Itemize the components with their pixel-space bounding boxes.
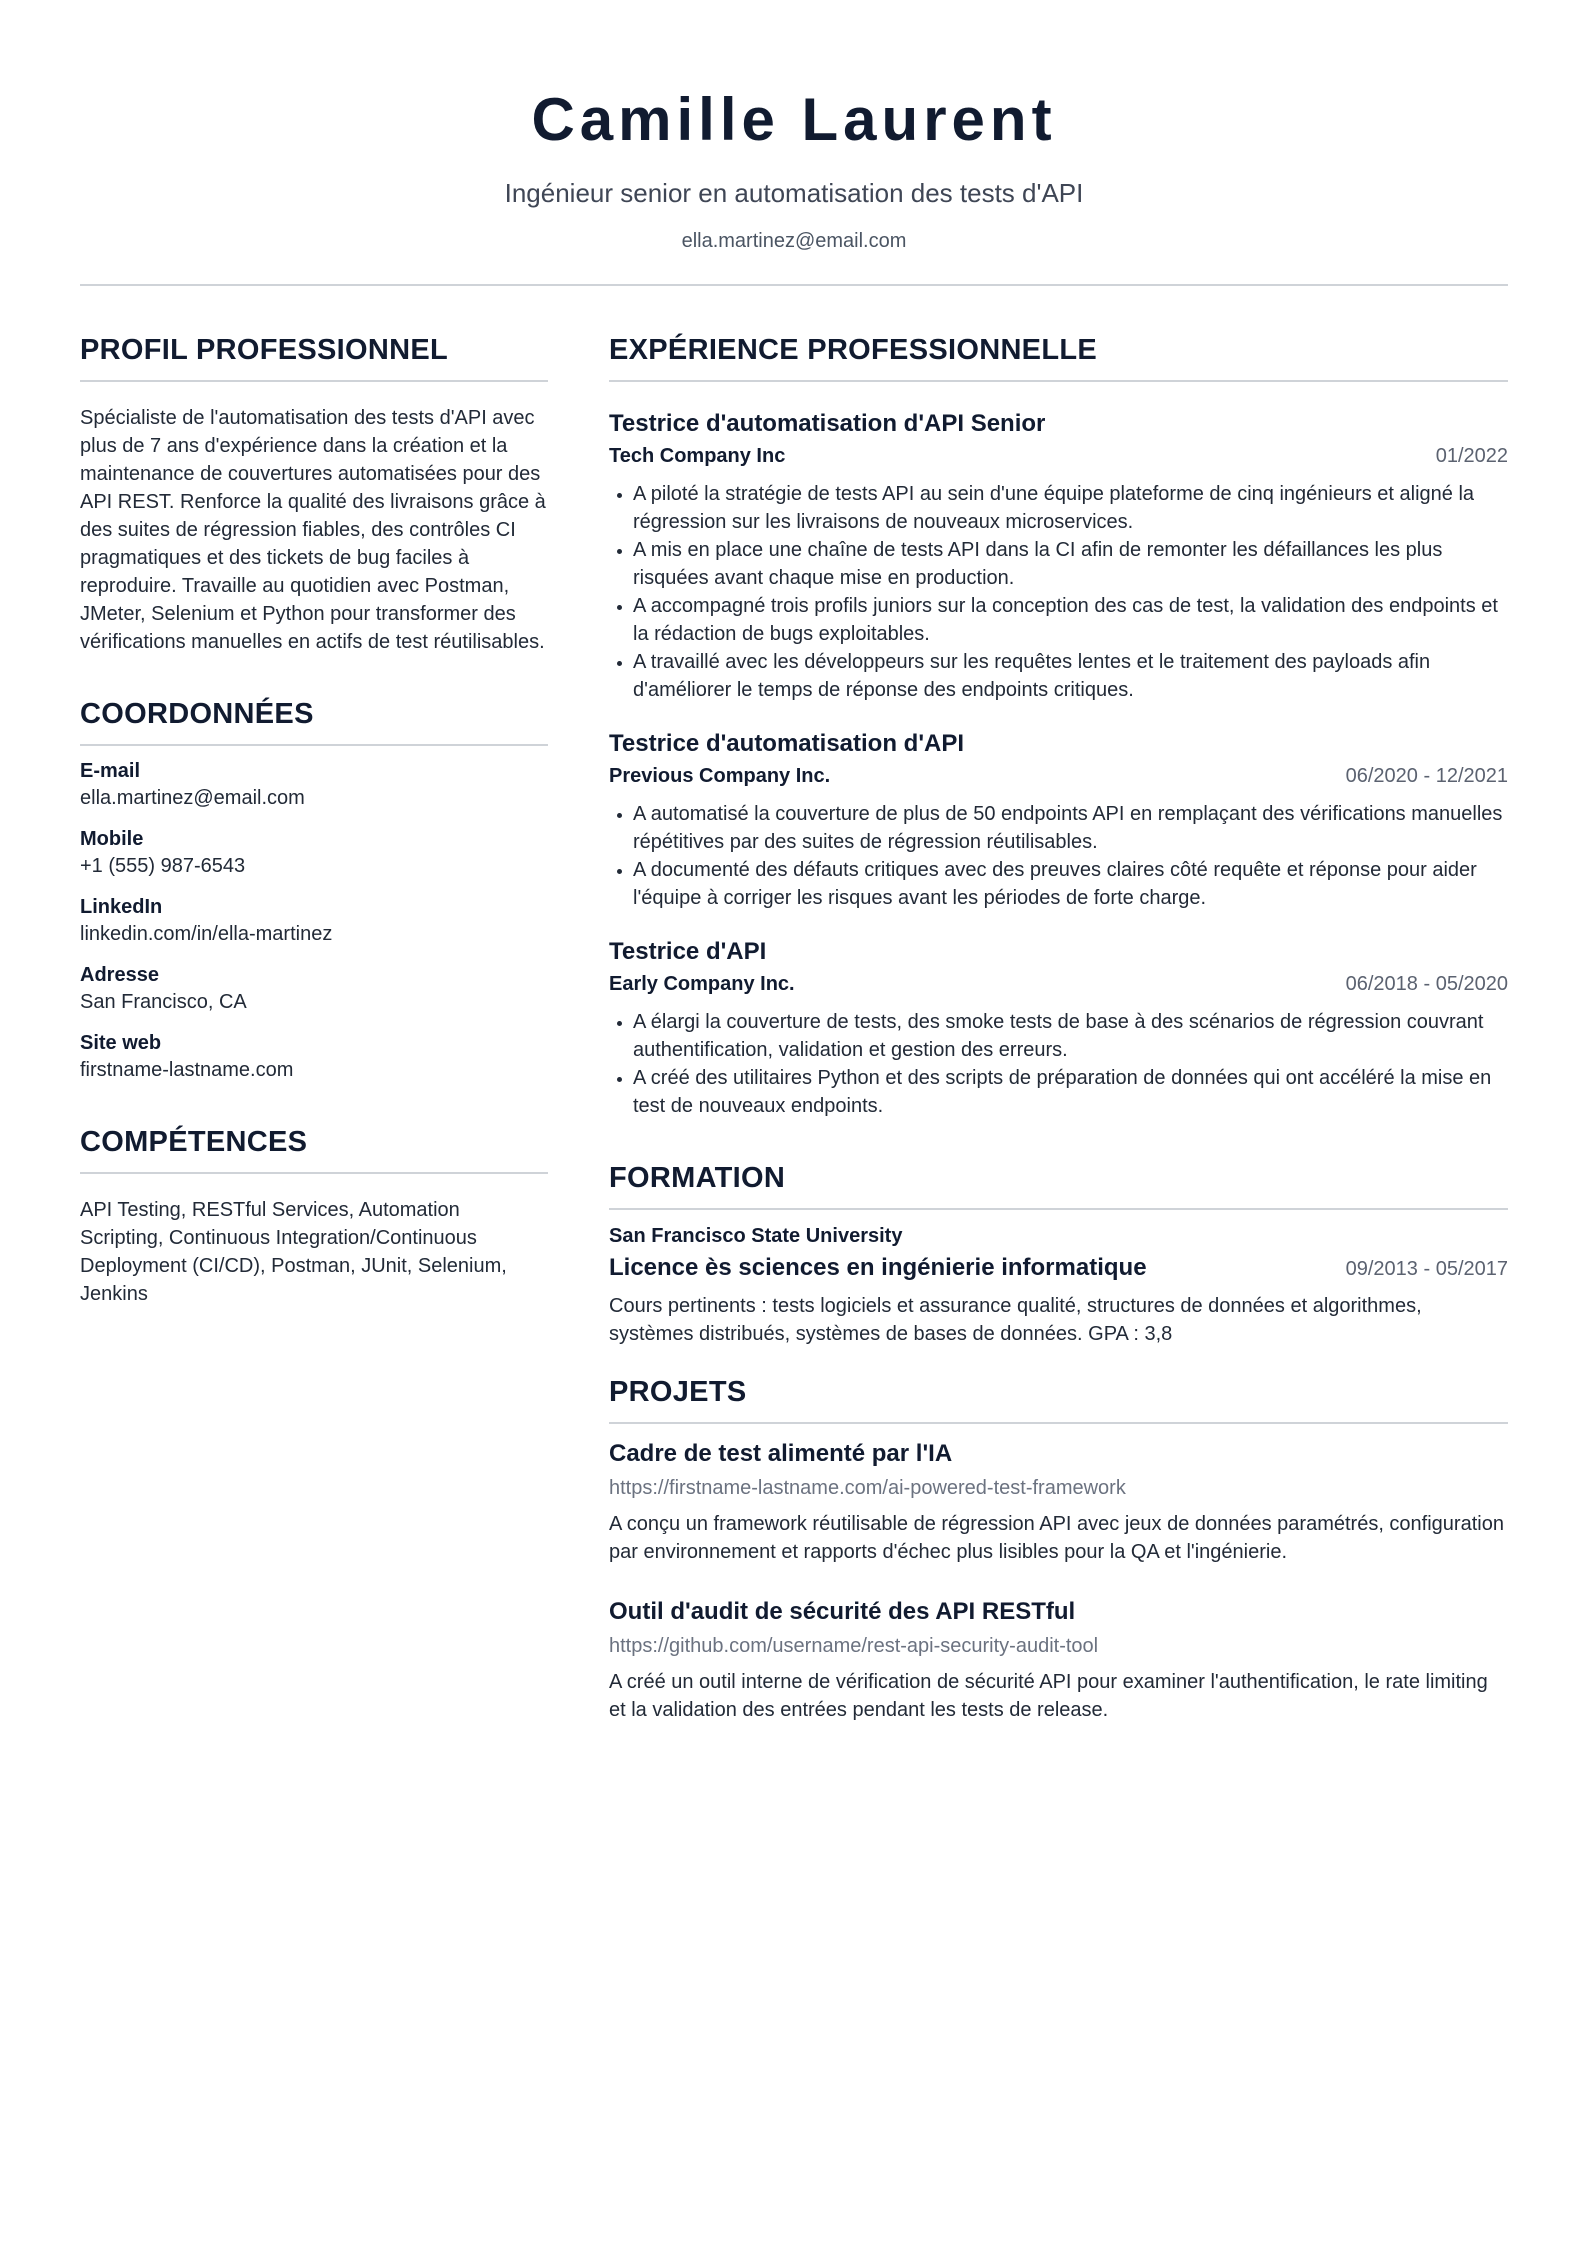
resume-columns [80, 330, 1508, 1762]
job-company: Previous Company Inc. [609, 765, 831, 787]
contact-value-linkedin[interactable]: linkedin.com/in/ella-martinez [80, 923, 333, 945]
contact-item-mobile [80, 826, 548, 880]
candidate-name: Camille Laurent [531, 86, 1057, 153]
header-divider [80, 284, 1508, 286]
job-bullets [609, 800, 1508, 912]
job-entry [609, 936, 1508, 1120]
job-bullet: A mis en place une chaîne de tests API dans la CI afin de remonter les défaillances les plus risquées avant chaque mise en production. [633, 536, 1508, 592]
contact-value-address: San Francisco, CA [80, 991, 247, 1013]
job-bullets [609, 1008, 1508, 1120]
job-title: Testrice d'API [609, 938, 767, 965]
education-date: 09/2013 - 05/2017 [1345, 1258, 1508, 1280]
contact-label: E-mail [80, 760, 141, 782]
education-section [609, 1158, 1508, 1348]
job-entry [609, 728, 1508, 912]
skills-text: API Testing, RESTful Services, Automation Scripting, Continuous Integration/Continuous Deployment (CI/CD), Postman, JUnit, Selenium, Jenkins [80, 1199, 507, 1305]
project-description: A créé un outil interne de vérification de sécurité API pour examiner l'authentification, le rate limiting et la validation des entrées pendant les tests de release. [609, 1671, 1488, 1721]
contact-label: LinkedIn [80, 896, 163, 918]
job-bullet: A documenté des défauts critiques avec des preuves claires côté requête et réponse pour aider l'équipe à corriger les risques avant les périodes de forte charge. [633, 856, 1508, 912]
contact-label: Adresse [80, 964, 159, 986]
resume-header [80, 0, 1508, 254]
job-bullets [609, 480, 1508, 704]
profile-text: Spécialiste de l'automatisation des tests d'API avec plus de 7 ans d'expérience dans la création et la maintenance de couvertures automatisées pour des API REST. Renforce la qualité des livraisons grâce à des suites de régression fiables, des contrôles CI pragmatiques et des tickets de bug faciles à reproduire. Travaille au quotidien avec Postman, JMeter, Selenium et Python pour transformer des vérifications manuelles en actifs de test réutilisables. [80, 407, 546, 653]
right-column [609, 330, 1508, 1762]
job-title: Testrice d'automatisation d'API Senior [609, 410, 1046, 437]
contact-item-linkedin [80, 894, 548, 948]
job-bullet: A accompagné trois profils juniors sur la conception des cas de test, la validation des endpoints et la rédaction de bugs exploitables. [633, 592, 1508, 648]
education-degree: Licence ès sciences en ingénierie informatique [609, 1254, 1147, 1281]
contact-heading: COORDONNÉES [80, 694, 548, 746]
contact-value-website[interactable]: firstname-lastname.com [80, 1059, 294, 1081]
job-bullet: A créé des utilitaires Python et des scripts de préparation de données qui ont accéléré la mise en test de nouveaux endpoints. [633, 1064, 1508, 1120]
education-heading: FORMATION [609, 1158, 1508, 1210]
skills-heading: COMPÉTENCES [80, 1122, 548, 1174]
job-title: Testrice d'automatisation d'API [609, 730, 965, 757]
job-bullet: A travaillé avec les développeurs sur les requêtes lentes et le traitement des payloads afin d'améliorer le temps de réponse des endpoints critiques. [633, 648, 1508, 704]
job-bullet: A élargi la couverture de tests, des smoke tests de base à des scénarios de régression couvrant authentification, validation et gestion des erreurs. [633, 1008, 1508, 1064]
project-entry [609, 1596, 1508, 1724]
job-date: 06/2018 - 05/2020 [1345, 973, 1508, 995]
contact-section [80, 694, 548, 1084]
job-company: Tech Company Inc [609, 445, 786, 467]
job-bullet: A piloté la stratégie de tests API au sein d'une équipe plateforme de cinq ingénieurs et aligné la régression sur les livraisons de nouveaux microservices. [633, 480, 1508, 536]
contact-value-email[interactable]: ella.martinez@email.com [80, 787, 305, 809]
job-meta [609, 762, 1508, 790]
job-date: 06/2020 - 12/2021 [1345, 765, 1508, 787]
skills-section [80, 1122, 548, 1308]
project-url[interactable]: https://firstname-lastname.com/ai-powered-test-framework [609, 1477, 1126, 1499]
project-description: A conçu un framework réutilisable de régression API avec jeux de données paramétrés, configuration par environnement et rapports d'échec plus lisibles pour la QA et l'ingénierie. [609, 1513, 1504, 1563]
experience-section [609, 330, 1508, 1120]
job-company: Early Company Inc. [609, 973, 795, 995]
education-description: Cours pertinents : tests logiciels et assurance qualité, structures de données et algorithmes, systèmes distribués, systèmes de bases de données. GPA : 3,8 [609, 1295, 1422, 1345]
education-school: San Francisco State University [609, 1225, 903, 1247]
job-meta [609, 970, 1508, 998]
project-title: Outil d'audit de sécurité des API RESTful [609, 1598, 1076, 1625]
contact-label: Site web [80, 1032, 162, 1054]
candidate-title: Ingénieur senior en automatisation des tests d'API [504, 178, 1084, 208]
project-entry [609, 1438, 1508, 1566]
contact-item-email [80, 758, 548, 812]
job-bullet: A automatisé la couverture de plus de 50 endpoints API en remplaçant des vérifications manuelles répétitives par des suites de régression réutilisables. [633, 800, 1508, 856]
job-meta [609, 442, 1508, 470]
header-email[interactable]: ella.martinez@email.com [681, 230, 907, 252]
profile-heading: PROFIL PROFESSIONNEL [80, 330, 548, 382]
education-degree-row [609, 1252, 1508, 1284]
contact-item-website [80, 1030, 548, 1084]
left-column [80, 330, 548, 1762]
job-entry [609, 408, 1508, 704]
project-url[interactable]: https://github.com/username/rest-api-security-audit-tool [609, 1635, 1099, 1657]
projects-section [609, 1372, 1508, 1724]
experience-heading: EXPÉRIENCE PROFESSIONNELLE [609, 330, 1508, 382]
projects-heading: PROJETS [609, 1372, 1508, 1424]
contact-label: Mobile [80, 828, 144, 850]
profile-section [80, 330, 548, 656]
contact-item-address [80, 962, 548, 1016]
project-title: Cadre de test alimenté par l'IA [609, 1440, 953, 1467]
job-date: 01/2022 [1435, 445, 1508, 467]
contact-list [80, 758, 548, 1084]
contact-value-mobile[interactable]: +1 (555) 987-6543 [80, 855, 246, 877]
